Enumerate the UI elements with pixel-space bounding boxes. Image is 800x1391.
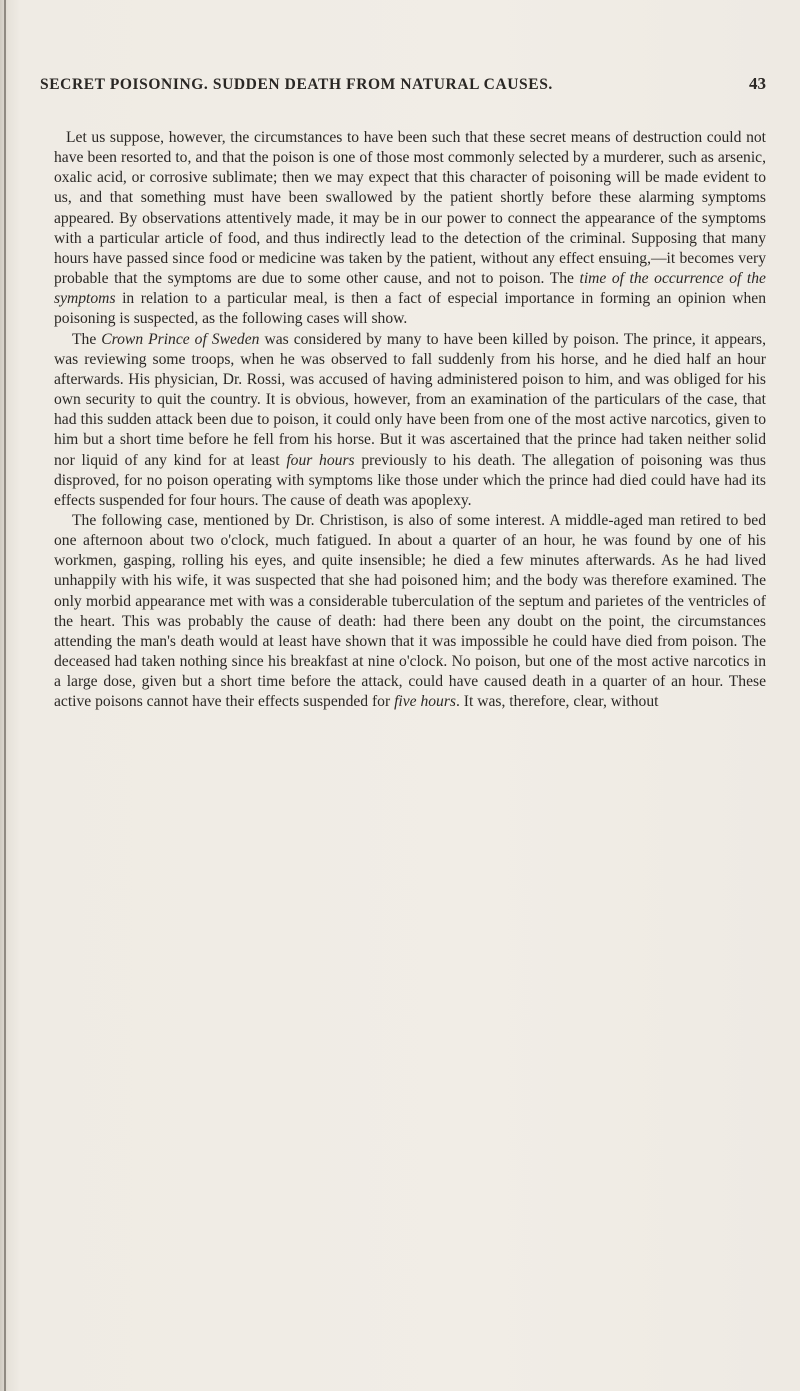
- emphasis-five-hours: five hours: [394, 693, 456, 711]
- text-segment: Let us suppose, however, the circumstances to have been such that these secret means of destruction could not have been resorted to, and that the poison is one of those most commonly selected by a murderer, such as arsenic, oxalic acid, or corrosive sublimate; then we may expect that this character of poisoning will be made evident to us, and that something must have been swallowed by the patient shortly before these alarming symptoms appeared. By observations attentively made, it may be in our power to connect the appearance of the symptoms with a particular article of food, and thus indirectly lead to the detection of the criminal. Supposing that many hours have passed since food or medicine was taken by the patient, without any effect ensuing,—it becomes very probable that the symptoms are due to some other cause, and not to poison. The: [54, 129, 766, 288]
- body-text: [54, 128, 766, 713]
- emphasis-four-hours: four hours: [286, 451, 355, 469]
- text-segment: . It was, therefore, clear, without: [456, 693, 659, 711]
- page-gutter-edge: [4, 0, 6, 1391]
- page-header: [40, 76, 766, 102]
- page-number: 43: [749, 74, 766, 93]
- emphasis-crown-prince: Crown Prince of Sweden: [101, 330, 260, 348]
- running-head: SECRET POISONING. SUDDEN DEATH FROM NATURAL CAUSES.: [40, 76, 553, 93]
- text-segment: previously to his death. The allegation of poisoning was thus disproved, for no poison operating with symptoms like those under which the prince had died could have had its effects suspended for four hours. The cause of death was apoplexy.: [54, 451, 766, 509]
- paragraph-2: [54, 330, 766, 511]
- text-segment: was considered by many to have been killed by poison. The prince, it appears, was reviewing some troops, when he was observed to fall suddenly from his horse, and he died half an hour afterwards. His physician, Dr. Rossi, was accused of having administered poison to him, and was obliged for his own security to quit the country. It is obvious, however, from an examination of the particulars of the case, that had this sudden attack been due to poison, it could only have been from one of the most active narcotics, given to him but a short time before he fell from his horse. But it was ascertained that the prince had taken neither solid nor liquid of any kind for at least: [54, 330, 766, 469]
- text-segment: in relation to a particular meal, is then a fact of especial importance in forming an opinion when poisoning is suspected, as the following cases will show.: [54, 290, 766, 328]
- paragraph-1: [54, 128, 766, 330]
- emphasis-time-of-occurrence: time of the occurrence of the symptoms: [54, 270, 766, 308]
- paragraph-3: [54, 511, 766, 713]
- text-segment: The: [72, 330, 102, 348]
- text-segment: The following case, mentioned by Dr. Christison, is also of some interest. A middle-aged man retired to bed one afternoon about two o'clock, much fatigued. In about a quarter of an hour, he was found by one of his workmen, gasping, rolling his eyes, and quite insensible; he died a few minutes afterwards. As he had lived unhappily with his wife, it was suspected that she had poisoned him; and the body was therefore examined. The only morbid appearance met with was a considerable tuberculation of the septum and parietes of the ventricles of the heart. This was probably the cause of death: had there been any doubt on the point, the circumstances attending the man's death would at least have shown that it was impossible he could have died from poison. The deceased had taken nothing since his breakfast at nine o'clock. No poison, but one of the most active narcotics in a large dose, given but a short time before the attack, could have caused death in a quarter of an hour. These active poisons cannot have their effects suspended for: [54, 511, 766, 711]
